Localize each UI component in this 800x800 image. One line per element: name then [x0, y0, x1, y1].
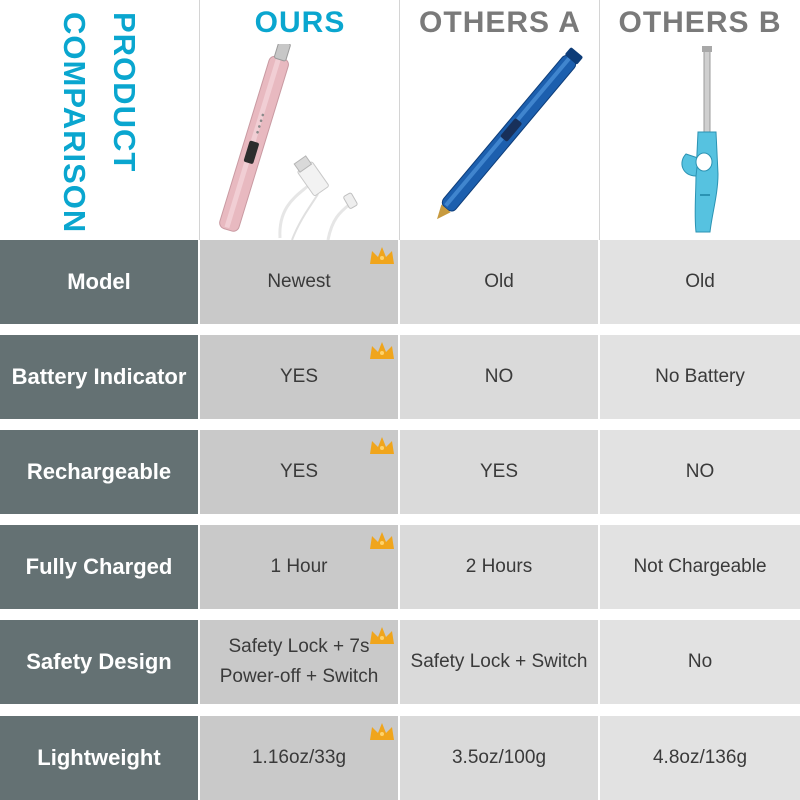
others-a-value: Old: [400, 240, 598, 324]
ours-value: [200, 525, 398, 609]
others-a-lighter-image: [400, 44, 600, 240]
others-a-value: 2 Hours: [400, 525, 598, 609]
others-a-value: YES: [400, 430, 598, 514]
row-label: Model: [0, 240, 198, 324]
ours-value-line: Safety Lock + 7s: [228, 636, 370, 657]
ours-value: [200, 335, 398, 419]
row-label: Lightweight: [0, 716, 198, 800]
ours-value-text: Newest: [267, 271, 331, 292]
others-b-value: Old: [600, 240, 800, 324]
ours-value: [200, 430, 398, 514]
column-header-others-a: OTHERS A: [419, 6, 581, 39]
table-row-fully-charged: [0, 525, 800, 609]
others-a-value: NO: [400, 335, 598, 419]
crown-icon: [368, 339, 396, 361]
row-label: Rechargeable: [0, 430, 198, 514]
ours-value: [200, 620, 398, 704]
ours-value-text: YES: [279, 461, 319, 482]
table-row-model: [0, 240, 800, 324]
crown-icon: [368, 434, 396, 456]
crown-icon: [368, 244, 396, 266]
ours-value: [200, 240, 398, 324]
column-header-others-b: OTHERS B: [618, 6, 782, 39]
ours-value-text: 1 Hour: [270, 556, 328, 577]
others-a-value: 3.5oz/100g: [400, 716, 598, 800]
others-b-value: 4.8oz/136g: [600, 716, 800, 800]
row-label: Fully Charged: [0, 525, 198, 609]
table-row-lightweight: [0, 716, 800, 800]
row-label: Battery Indicator: [0, 335, 198, 419]
row-label: Safety Design: [0, 620, 198, 704]
crown-icon: [368, 624, 396, 646]
table-row-battery-indicator: [0, 335, 800, 419]
ours-value-text: YES: [279, 366, 319, 387]
ours-value-text: 1.16oz/33g: [251, 747, 347, 768]
crown-icon: [368, 720, 396, 742]
title-product: PRODUCT: [107, 12, 142, 173]
others-b-value: No: [600, 620, 800, 704]
others-b-lighter-image: [600, 44, 800, 240]
table-row-rechargeable: [0, 430, 800, 514]
column-header-ours: OURS: [254, 6, 346, 39]
ours-value-line: Power-off + Switch: [219, 666, 379, 687]
others-a-value: Safety Lock + Switch: [400, 620, 598, 704]
others-b-value: No Battery: [600, 335, 800, 419]
others-b-value: NO: [600, 430, 800, 514]
crown-icon: [368, 529, 396, 551]
title-comparison: COMPARISON: [57, 12, 92, 234]
others-b-value: Not Chargeable: [600, 525, 800, 609]
ours-lighter-image: [200, 44, 400, 240]
ours-value: [200, 716, 398, 800]
table-row-safety-design: [0, 620, 800, 704]
